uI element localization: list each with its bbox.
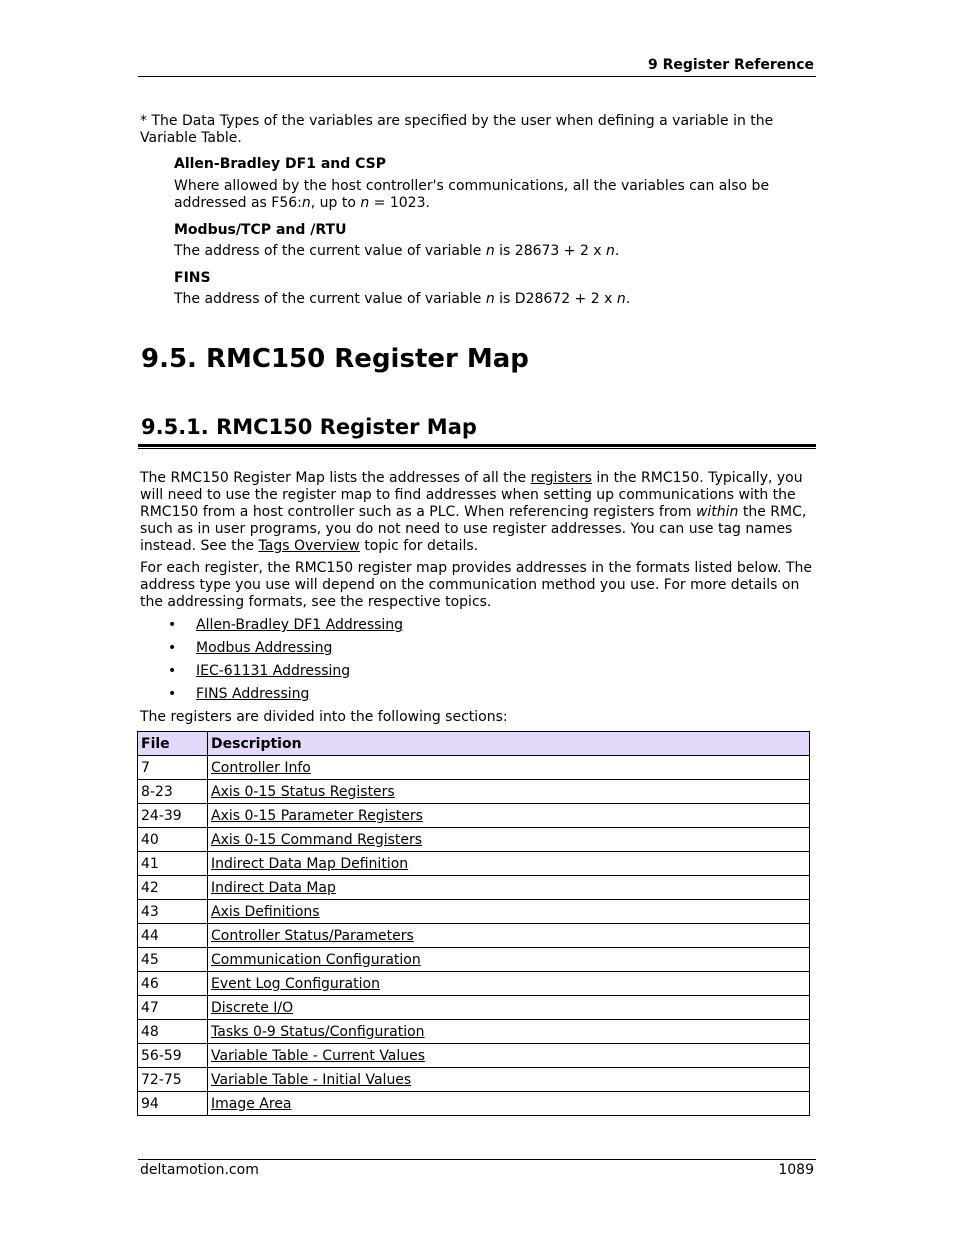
table-row bbox=[138, 756, 810, 780]
description-cell bbox=[208, 828, 810, 852]
section-link[interactable]: Image Area bbox=[211, 1095, 292, 1112]
section-link[interactable]: Controller Status/Parameters bbox=[211, 927, 414, 944]
column-header-file: File bbox=[138, 732, 208, 756]
table-row bbox=[138, 924, 810, 948]
section-link[interactable]: Discrete I/O bbox=[211, 999, 294, 1016]
section-link[interactable]: Axis 0-15 Command Registers bbox=[211, 831, 423, 848]
registers-link[interactable]: registers bbox=[530, 470, 592, 486]
file-cell: 46 bbox=[138, 972, 208, 996]
file-cell: 45 bbox=[138, 948, 208, 972]
file-cell: 56-59 bbox=[138, 1044, 208, 1068]
file-cell: 72-75 bbox=[138, 1068, 208, 1092]
description-cell bbox=[208, 852, 810, 876]
description-cell bbox=[208, 804, 810, 828]
description-cell bbox=[208, 972, 810, 996]
file-cell: 42 bbox=[138, 876, 208, 900]
file-cell: 43 bbox=[138, 900, 208, 924]
table-row bbox=[138, 780, 810, 804]
section-link[interactable]: Axis Definitions bbox=[211, 903, 320, 920]
df1-addressing-link[interactable]: Allen-Bradley DF1 Addressing bbox=[196, 617, 404, 633]
table-row bbox=[138, 1068, 810, 1092]
file-cell: 44 bbox=[138, 924, 208, 948]
description-cell bbox=[208, 1044, 810, 1068]
table-row bbox=[138, 900, 810, 924]
df1-heading: Allen-Bradley DF1 and CSP bbox=[174, 156, 387, 172]
table-row bbox=[138, 972, 810, 996]
table-row bbox=[138, 1044, 810, 1068]
fins-text: The address of the current value of variable n is D28672 + 2 x n. bbox=[174, 291, 631, 307]
file-cell: 24-39 bbox=[138, 804, 208, 828]
section-link[interactable]: Communication Configuration bbox=[211, 951, 421, 968]
body-paragraph-3: The registers are divided into the following sections: bbox=[140, 709, 508, 725]
description-cell bbox=[208, 876, 810, 900]
description-cell bbox=[208, 1092, 810, 1116]
body-paragraph-2: For each register, the RMC150 register map provides addresses in the formats listed below. The address type you use will depend on the communication method you use. For more details on the addressing formats, see the respective topics. bbox=[140, 560, 812, 610]
description-cell bbox=[208, 1068, 810, 1092]
description-cell bbox=[208, 948, 810, 972]
file-cell: 40 bbox=[138, 828, 208, 852]
description-cell bbox=[208, 996, 810, 1020]
table-row bbox=[138, 996, 810, 1020]
table-row bbox=[138, 828, 810, 852]
list-item: • IEC-61131 Addressing bbox=[168, 663, 351, 679]
modbus-addressing-link[interactable]: Modbus Addressing bbox=[196, 640, 333, 656]
footer-site: deltamotion.com bbox=[140, 1162, 259, 1178]
description-cell bbox=[208, 924, 810, 948]
section-link[interactable]: Axis 0-15 Status Registers bbox=[211, 783, 395, 800]
list-item: • Allen-Bradley DF1 Addressing bbox=[168, 617, 404, 633]
file-cell: 94 bbox=[138, 1092, 208, 1116]
table-row bbox=[138, 876, 810, 900]
table-row bbox=[138, 852, 810, 876]
section-link[interactable]: Event Log Configuration bbox=[211, 975, 380, 992]
section-link[interactable]: Indirect Data Map Definition bbox=[211, 855, 409, 872]
subtitle-rule bbox=[138, 444, 816, 449]
page-header bbox=[138, 56, 816, 77]
column-header-description: Description bbox=[208, 732, 810, 756]
table-row bbox=[138, 948, 810, 972]
list-item: • Modbus Addressing bbox=[168, 640, 333, 656]
file-cell: 7 bbox=[138, 756, 208, 780]
description-cell bbox=[208, 1020, 810, 1044]
file-cell: 41 bbox=[138, 852, 208, 876]
section-title: 9.5. RMC150 Register Map bbox=[141, 344, 529, 374]
table-row bbox=[138, 1020, 810, 1044]
data-types-note: * The Data Types of the variables are specified by the user when defining a variable in the Variable Table. bbox=[140, 113, 774, 146]
body-paragraph-1: The RMC150 Register Map lists the addresses of all the registers in the RMC150. Typically, you will need to use the register map to find addresses when setting up communications with the RMC150 from a host controller such as a PLC. When referencing registers from within the RMC, such as in user programs, you do not need to use register addresses. You can use tag names instead. See the Tags Overview topic for details. bbox=[140, 470, 807, 554]
section-link[interactable]: Indirect Data Map bbox=[211, 879, 336, 896]
list-item: • FINS Addressing bbox=[168, 686, 310, 702]
register-sections-table bbox=[137, 731, 810, 1116]
addressing-list bbox=[166, 617, 403, 709]
file-cell: 8-23 bbox=[138, 780, 208, 804]
tags-overview-link[interactable]: Tags Overview bbox=[258, 538, 360, 554]
file-cell: 48 bbox=[138, 1020, 208, 1044]
section-link[interactable]: Axis 0-15 Parameter Registers bbox=[211, 807, 423, 824]
footer-page-number: 1089 bbox=[778, 1162, 814, 1178]
table-row bbox=[138, 804, 810, 828]
file-cell: 47 bbox=[138, 996, 208, 1020]
description-cell bbox=[208, 900, 810, 924]
iec-addressing-link[interactable]: IEC-61131 Addressing bbox=[196, 663, 351, 679]
section-link[interactable]: Variable Table - Initial Values bbox=[211, 1071, 412, 1088]
section-subtitle: 9.5.1. RMC150 Register Map bbox=[141, 415, 477, 439]
fins-addressing-link[interactable]: FINS Addressing bbox=[196, 686, 310, 702]
description-cell bbox=[208, 780, 810, 804]
footer-rule bbox=[138, 1159, 816, 1160]
header-title: 9 Register Reference bbox=[647, 57, 814, 73]
df1-text: Where allowed by the host controller's communications, all the variables can also be addressed as F56:n, up to n = 1023. bbox=[174, 178, 770, 211]
description-cell bbox=[208, 756, 810, 780]
modbus-text: The address of the current value of variable n is 28673 + 2 x n. bbox=[174, 243, 620, 259]
table-row bbox=[138, 1092, 810, 1116]
fins-heading: FINS bbox=[174, 270, 211, 286]
section-link[interactable]: Controller Info bbox=[211, 759, 311, 776]
section-link[interactable]: Variable Table - Current Values bbox=[211, 1047, 426, 1064]
modbus-heading: Modbus/TCP and /RTU bbox=[174, 222, 347, 238]
table-header-row bbox=[138, 732, 810, 756]
section-link[interactable]: Tasks 0-9 Status/Configuration bbox=[211, 1023, 425, 1040]
